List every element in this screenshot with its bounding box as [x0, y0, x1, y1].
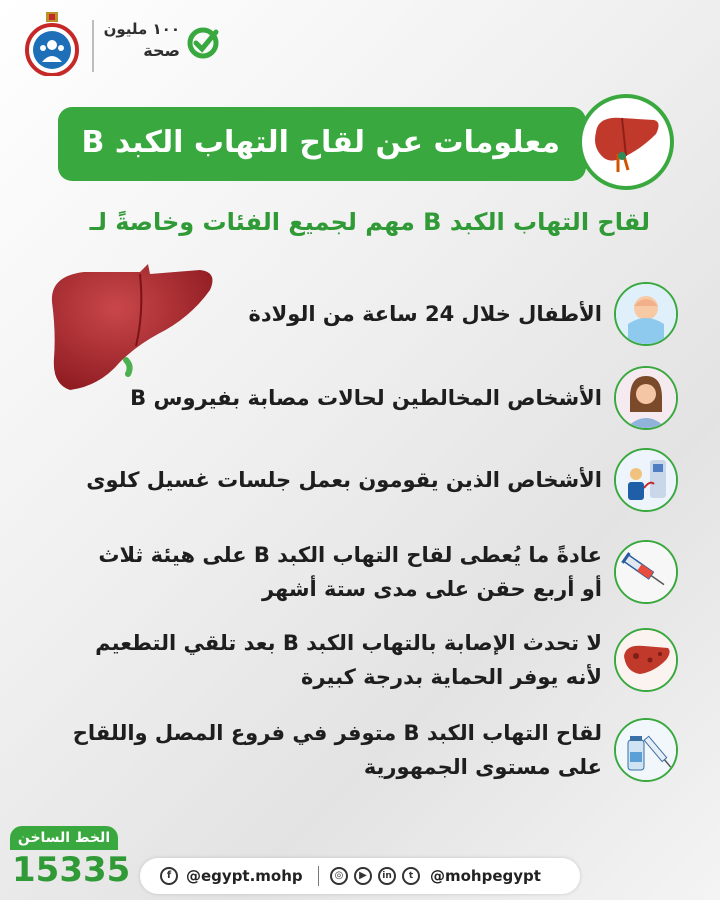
vaccine-vial-icon — [614, 718, 678, 782]
twitter-icon[interactable]: t — [402, 867, 420, 885]
list-item-line: لا تحدث الإصابة بالتهاب الكبد B بعد تلقي التطعيم — [95, 631, 602, 655]
list-item-line: على مستوى الجمهورية — [363, 755, 602, 779]
social-separator — [318, 866, 319, 886]
list-item-line: لقاح التهاب الكبد B متوفر في فروع المصل واللقاح — [72, 721, 602, 745]
baby-icon — [614, 282, 678, 346]
syringe-icon — [614, 540, 678, 604]
social-handle[interactable]: @mohpegypt — [430, 867, 541, 885]
header-divider — [92, 20, 94, 72]
subtitle: لقاح التهاب الكبد B مهم لجميع الفئات وخاصةً لـ — [89, 208, 650, 236]
list-item-text — [42, 626, 602, 694]
facebook-handle[interactable]: @egypt.mohp — [186, 867, 303, 885]
check-circle-icon — [186, 26, 220, 60]
ministry-of-health-logo — [22, 12, 82, 76]
sick-woman-icon — [614, 366, 678, 430]
list-item-line: لأنه يوفر الحماية بدرجة كبيرة — [301, 665, 602, 689]
youtube-icon[interactable]: ▶ — [354, 867, 372, 885]
list-item-text — [42, 716, 602, 784]
list-item-line: الأشخاص المخالطين لحالات مصابة بفيروس B — [130, 386, 602, 410]
list-item-text — [42, 381, 602, 415]
damaged-liver-icon — [614, 628, 678, 692]
list-item-line: الأطفال خلال 24 ساعة من الولادة — [248, 302, 602, 326]
campaign-line1: ١٠٠ مليون — [103, 20, 180, 38]
list-item-line: عادةً ما يُعطى لقاح التهاب الكبد B على هيئة ثلاث — [98, 543, 602, 567]
list-item-text — [42, 463, 602, 497]
instagram-icon[interactable]: ◎ — [330, 867, 348, 885]
liver-icon — [582, 98, 670, 186]
hotline-label: الخط الساخن — [10, 826, 118, 850]
facebook-icon[interactable]: f — [160, 867, 178, 885]
list-item-line: أو أربع حقن على مدى ستة أشهر — [261, 577, 602, 601]
page-title: معلومات عن لقاح التهاب الكبد B — [81, 125, 560, 160]
title-liver-badge — [578, 94, 674, 190]
hotline-number[interactable]: 15335 — [12, 850, 131, 890]
dialysis-icon — [614, 448, 678, 512]
campaign-logo — [100, 18, 220, 72]
list-item-line: الأشخاص الذين يقومون بعمل جلسات غسيل كلوى — [86, 468, 602, 492]
list-item-text — [42, 538, 602, 606]
list-item-text — [42, 297, 602, 331]
linkedin-icon[interactable]: in — [378, 867, 396, 885]
campaign-line2: صحة — [143, 41, 180, 60]
